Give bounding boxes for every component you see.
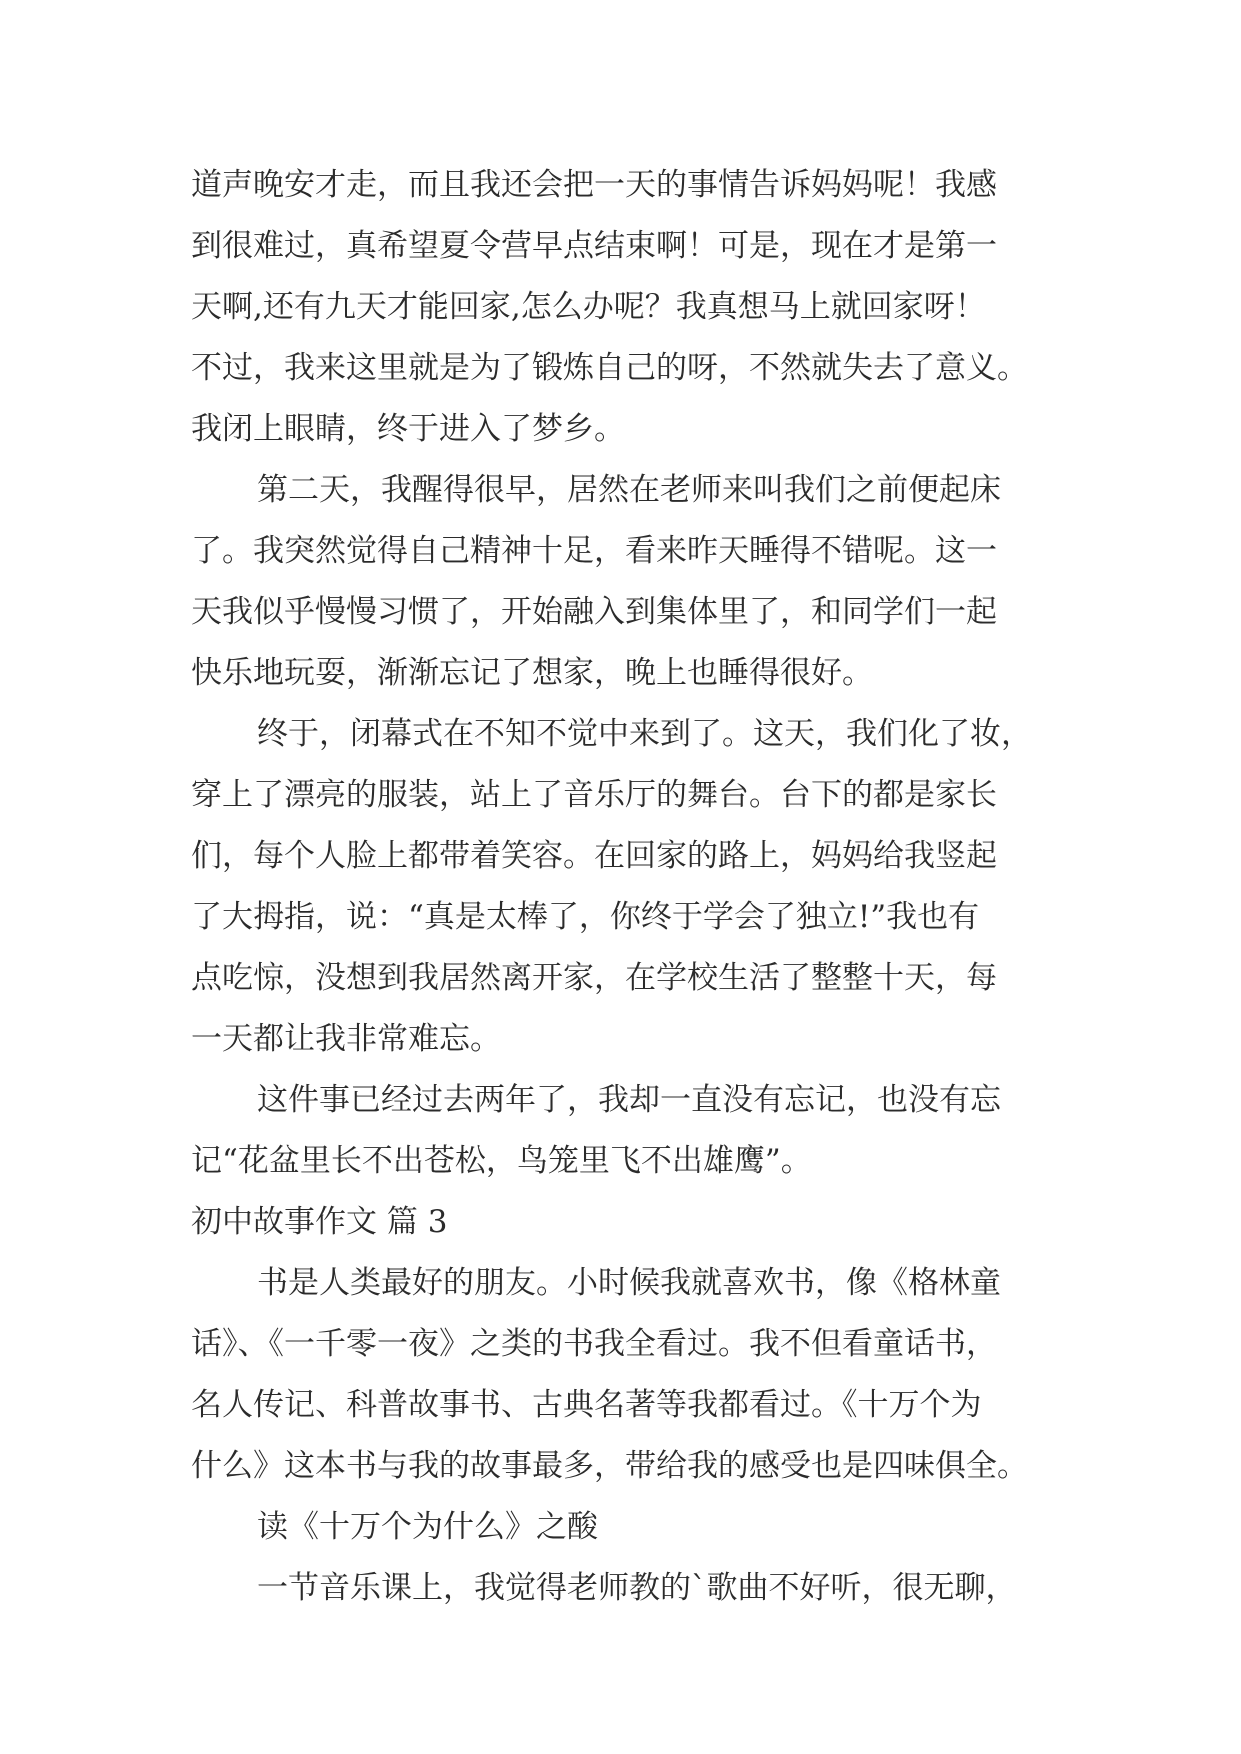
text-line: 们，每个人脸上都带着笑容。在回家的路上，妈妈给我竖起 (191, 838, 997, 874)
text-line: 读《十万个为什么》之酸 (257, 1509, 598, 1545)
text-line: 快乐地玩耍，渐渐忘记了想家，晚上也睡得很好。 (191, 655, 873, 691)
document-body (191, 155, 1071, 1619)
text-line: 第二天，我醒得很早，居然在老师来叫我们之前便起床 (257, 472, 1001, 508)
text-line: 点吃惊，没想到我居然离开家，在学校生活了整整十天，每 (191, 960, 997, 996)
text-line: 书是人类最好的朋友。小时候我就喜欢书，像《格林童 (257, 1265, 1001, 1301)
text-line: 一天都让我非常难忘。 (191, 1021, 501, 1057)
text-line: 这件事已经过去两年了，我却一直没有忘记，也没有忘 (257, 1082, 1001, 1118)
text-line: 记“花盆里长不出苍松，鸟笼里飞不出雄鹰”。 (191, 1143, 812, 1179)
text-line: 道声晚安才走，而且我还会把一天的事情告诉妈妈呢！我感 (191, 167, 997, 203)
text-line: 一节音乐课上，我觉得老师教的`歌曲不好听，很无聊， (257, 1570, 1017, 1606)
text-line: 不过，我来这里就是为了锻炼自己的呀，不然就失去了意义。 (191, 350, 1028, 386)
text-line: 名人传记、科普故事书、古典名著等我都看过。《十万个为 (191, 1387, 982, 1423)
text-line: 到很难过，真希望夏令营早点结束啊！可是，现在才是第一 (191, 228, 997, 264)
text-line: 什么》这本书与我的故事最多，带给我的感受也是四味俱全。 (191, 1448, 1028, 1484)
text-line: 天我似乎慢慢习惯了，开始融入到集体里了，和同学们一起 (191, 594, 997, 630)
text-line: 穿上了漂亮的服装，站上了音乐厅的舞台。台下的都是家长 (191, 777, 997, 813)
text-line: 终于，闭幕式在不知不觉中来到了。这天，我们化了妆， (257, 716, 1032, 752)
text-line: 初中故事作文 篇 3 (191, 1204, 448, 1240)
text-line: 了。我突然觉得自己精神十足，看来昨天睡得不错呢。这一 (191, 533, 997, 569)
text-line: 话》、《一千零一夜》之类的书我全看过。我不但看童话书， (191, 1326, 997, 1362)
text-line: 我闭上眼睛，终于进入了梦乡。 (191, 411, 625, 447)
text-line: 天啊,还有九天才能回家,怎么办呢？我真想马上就回家呀！ (191, 289, 986, 325)
text-line: 了大拇指，说：“真是太棒了，你终于学会了独立!”我也有 (191, 899, 980, 935)
